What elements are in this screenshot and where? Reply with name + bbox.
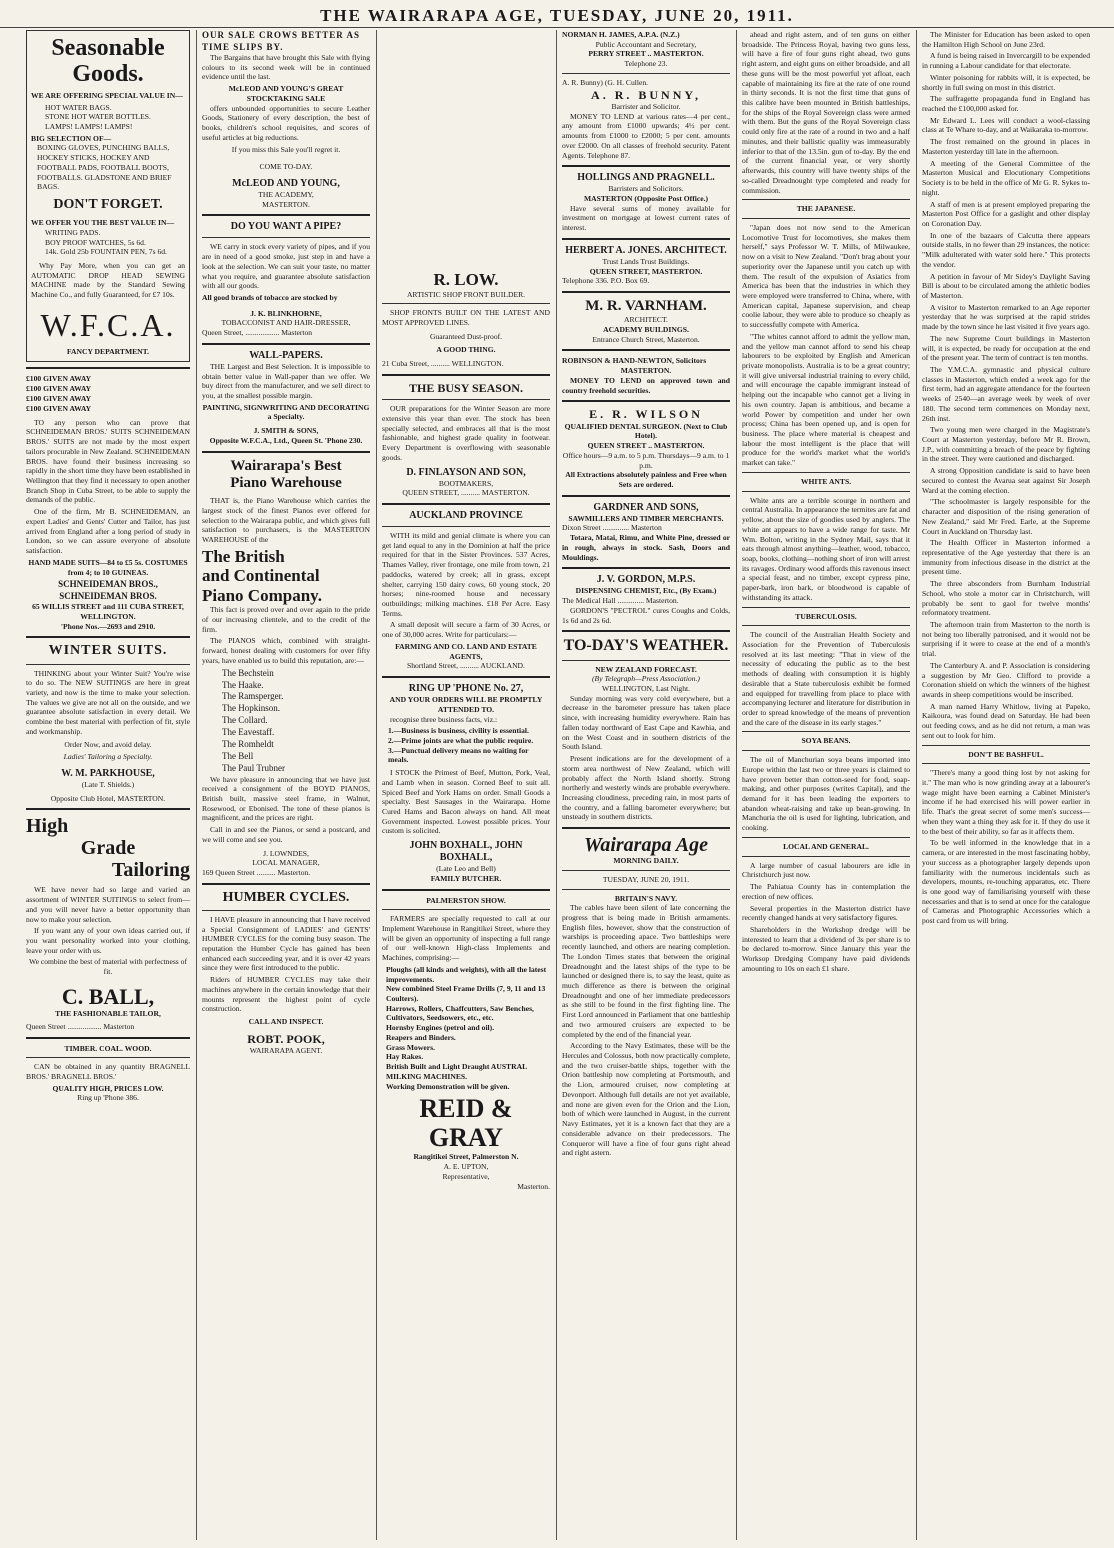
column-rule xyxy=(736,30,737,1540)
column-1: Seasonable Goods. WE ARE OFFERING SPECIAL VALUE IN— HOT WATER BAGS. STONE HOT WATER BOTTLES. LAMPS! LAMPS! LAMPS! BIG SELECTION OF— BOXING GLOVES, PUNCHING BALLS, HOCKEY STICKS, HOCKEY AND FOOTBALL PADS, FOOTBALL BOOTS, FOOTBALLS. GLADSTONE AND BRIEF BAGS. DON'T FORGET. WE OFFER YOU THE BEST VALUE IN— WRITING PADS. BOY PROOF WATCHES, 5s 6d. 14k. Gold 25b FOUNTAIN PEN, 7s 6d. Why Pay More, when you can get an AUTOMATIC DROP HEAD SEWING MACHINE made by the Standard Sewing Machine Co., and fully Guaranteed, for £7 10s. W.F.C.A. FANCY DEPARTMENT. £100 GIVEN AWAY £100 GIVEN AWAY £100 GIVEN AWAY £100 GIVEN AWAY TO any person who can prove that SCHNEIDEMAN BROS.' SUITS SCHNEIDEMAN BROS.' SUITS are not made by the most expert tailors procurable in New Zealand. SCHNEIDEMAN BROS. have found their business increasing so rapidly in the short time they have been established in Wellington that they find it necessary to open another Branch Shop in Cuba Street, to be able to supply the demands of the public. One of the firm, Mr B. SCHNEIDEMAN, an expert Ladies' and Gents' Cutter and Tailor, has just arrived from England after a long period of study in London, so we can assure everyone of absolute satisfaction. HAND MADE SUITS—84 to £5 5s. COSTUMES from 4; to 10 GUINEAS. SCHNEIDEMAN BROS., SCHNEIDEMAN BROS. 65 WILLIS STREET and 111 CUBA STREET, WELLINGTON. 'Phone Nos.—2693 and 2910. WINTER SUITS. THINKING about your Winter Suit? You're wise to do so. The NEW SUITINGS are here in great variety, and now is the time to make your selection. The values we give are not all on the outside, and we guarantee absolute satisfaction in every detail. We combine the best material with perfection of fit, style and workmanship. Order Now, and avoid delay. Ladies' Tailoring a Specialty. W. M. PARKHOUSE, (Late T. Shields.) Opposite Club Hotel, MASTERTON. High Grade Tailoring WE have never had so large and varied an assortment of WINTER SUITINGS to select from—and you will never have a better opportunity than now to make your selection. If you want any of your own ideas carried out, if you want personality worked into your clothing, leave your order with us. We combine the best of material with perfectness of fit. C. BALL, THE FASHIONABLE TAILOR, Queen Street .................. Masterton TIMBER. COAL. WOOD. CAN be obtained in any quantity BRAGNELL BROS.' BRAGNELL BROS.' QUALITY HIGH, PRICES LOW. Ring up 'Phone 386. xyxy=(22,30,194,1540)
column-6: The Minister for Education has been asked to open the Hamilton High School on June 23rd. A fund is being raised in Invercargill to be expended in running a Labour candidate for that electorate. Winter poisoning for rabbits will, it is expected, be shortly in full swing on most in this district. The suffragette propaganda fund in England has reached the £100,000 asked for. Mr Edward L. Lees will conduct a wool-classing class at Te Whare to-day, and at Waikaraka to-morrow. The frost remained on the ground in places in Masterton yesterday till late in the afternoon. A meeting of the General Committee of the Masterton Musical and Elocutionary Competitions Society is to be held in the office of Mr G. R. Sykes to-night. A staff of men is at present employed preparing the Masterton Post Office for a gaslight and other display on Coronation Day. In one of the bazaars of Calcutta there appears outside stalls, in no fewer than 29 instances, the notice: "Milk adulterated with water sold here." This protects the vendor. A petition in favour of Mr Sidey's Daylight Saving Bill is about to be circulated among the athletic bodies of Masterton. A visitor to Masterton remarked to an Age reporter yesterday that he was surprised at the rapid strides made by the town since he last visited it five years ago. The new Supreme Court buildings in Masterton will, it is expected, be ready for occupation at the end of the present year. The term of contract is ten months. The Y.M.C.A. gymnastic and physical culture classes in Masterton, which ended a week ago for the first term, had an aggregate attendance for the fourteen weeks of 2540—an average week by week of over 180. The second term commences on Monday next, 26th inst. Two young men were charged in the Magistrate's Court at Masterton yesterday, before Mr R. Brown, J.P., with committing a breach of the peace by fighting in the street. They were cautioned and discharged. A strong Opposition candidate is said to have been secured to contest the Avarua seat against Sir Joseph Ward at the coming election. "The schoolmaster is largely responsible for the character and disposition of the rising generation of New Zealand," said Mr Fred. Earle, at the Supreme Court in Auckland on Thursday last. The Health Officer in Masterton informed a representative of the Age yesterday that there is an immunity from infectious disease in the district at the present time. The three absconders from Burnham Industrial School, who stole a motor car in Christchurch, will probably be sent to gaol for twelve months' reformatory treatment. The afternoon train from Masterton to the north is not being too liberally patronised, and it would not be surprising if it were to cease at the end of a month's trial. The Canterbury A. and P. Association is considering a suggestion by Mr Geo. Clifford to provide a Coronation shield on which the winners of the highest awards in sheep competitions would be inscribed. A man named Harry Whitlow, living at Papeko, Kaikoura, was found dead on Saturday. He had been out feeding cows, and as he did not return, a man was sent out to look for him. DON'T BE BASHFUL. "There's many a good thing lost by not asking for it." The man who is now grinding away at a labourer's wage might have been earning a Cabinet Minister's income if he had exercised his will power earlier in life. That's the great secret of some men's success—when they want a thing they ask for it. If they do use it to the best of their ability, so far as it affects them. To be well informed in the knowledge that in a camera, or are interested in the most fascinating hobby, your success as a photographer largely depends upon familiarity with the numerous incidentals such as developers, mounts, re-touching apparatus, etc. There is one good way of familiarising yourself with these necessaries and that is to send at once for the catalogue of Cameras and Photographic Accessories which a post card from us will bring. xyxy=(922,30,1090,926)
column-rule xyxy=(376,30,377,1540)
winter-suits-heading: WINTER SUITS. xyxy=(48,643,168,659)
masthead: THE WAIRARAPA AGE, TUESDAY, JUNE 20, 1911. xyxy=(0,0,1114,28)
given-away: £100 GIVEN AWAY £100 GIVEN AWAY £100 GIVEN AWAY £100 GIVEN AWAY xyxy=(26,373,92,414)
column-rule xyxy=(916,30,917,1540)
weather-heading: TO-DAY'S WEATHER. xyxy=(563,637,729,655)
column-rule xyxy=(556,30,557,1540)
column-3: R. LOW. ARTISTIC SHOP FRONT BUILDER. SHOP FRONTS BUILT ON THE LATEST AND MOST APPROVED LINES. Guaranteed Dust-proof. A GOOD THING. 21 Cuba Street, .......... WELLINGTON. THE BUSY SEASON. OUR preparations for the Winter Season are more extensive this year than ever. The stock has been specially selected, and embraces all that is the most fashionable, and highest grade quality in footwear. Every Department is overflowing with seasonable goods. D. FINLAYSON AND SON, BOOTMAKERS, QUEEN STREET, .......... MASTERTON. AUCKLAND PROVINCE WITH its mild and genial climate is where you can get land equal to any in the Dominion at half the price required for that in the Sister Provinces. 537 Acres, Thames Valley, river frontage, one mile from town, 21 paddocks, watered by creek; all in grass, except shelter, carrying 150 dairy cows, 60 young stock, 20 horses; nine-roomed house and necessary outbuildings; milking machines. £18 Per Acre. Easy Terms. A small deposit will secure a farm of 30 Acres, or one of 30,000 acres. Write for particulars:— FARMING AND CO. LAND AND ESTATE AGENTS, Shortland Street, .......... AUCKLAND. RING UP 'PHONE No. 27, AND YOUR ORDERS WILL BE PROMPTLY ATTENDED TO. recognise three business facts, viz.: 1.—Business is business, civility is essential. 2.—Prime joints are what the public require. 3.—Punctual delivery means no waiting for meals. I STOCK the Primest of Beef, Mutton, Pork, Veal, and Lamb when in season. Corned Beef to suit all. Spiced Beef and York Hams on order. Small Goods a specialty. Best Sausages in the Wairarapa. Home Cured Hams and Bacon always on hand. All meat Government inspected. Lowest possible prices. Your custom is solicited. JOHN BOXHALL, JOHN BOXHALL, (Late Leo and Bell) FAMILY BUTCHER. PALMERSTON SHOW. FARMERS are specially requested to call at our Implement Warehouse in Rangitikei Street, where they will be given an opportunity of inspecting a full range of our well-known High-class Implements and Machines, comprising:— Ploughs (all kinds and weights), with all the latest improvements. New combined Steel Frame Drills (7, 9, 11 and 13 Coulters). Harrows, Rollers, Chaffcutters, Saw Benches, Cultivators, Seedsowers, etc., etc. Hornsby Engines (petrol and oil). Reapers and Binders. Grass Mowers. Hay Rakes. British Built and Light Draught AUSTRAL MILKING MACHINES. Working Demonstration will be given. REID & GRAY Rangitikei Street, Palmerston N. A. E. UPTON, Representative, Masterton. xyxy=(382,270,550,1191)
wairarapa-age-nameplate: Wairarapa Age xyxy=(584,834,708,857)
wfca-logo: W.F.C.A. xyxy=(40,306,176,343)
wfca-ad: Seasonable Goods. WE ARE OFFERING SPECIAL VALUE IN— HOT WATER BAGS. STONE HOT WATER BOTTLES. LAMPS! LAMPS! LAMPS! BIG SELECTION OF— BOXING GLOVES, PUNCHING BALLS, HOCKEY STICKS, HOCKEY AND FOOTBALL PADS, FOOTBALL BOOTS, FOOTBALLS. GLADSTONE AND BRIEF BAGS. DON'T FORGET. WE OFFER YOU THE BEST VALUE IN— WRITING PADS. BOY PROOF WATCHES, 5s 6d. 14k. Gold 25b FOUNTAIN PEN, 7s 6d. Why Pay More, when you can get an AUTOMATIC DROP HEAD SEWING MACHINE made by the Standard Sewing Machine Co., and fully Guaranteed, for £7 10s. W.F.C.A. FANCY DEPARTMENT. xyxy=(26,30,190,362)
column-5: ahead and right astern, and of ten guns on either broadside. The Princess Royal, having two guns less, will have a fire of four guns right ahead, two guns right astern, and eight guns on either broadside, and all these guns will be the most powerful yet afloat, each capable of maintaining its fire at the rate of one round in thirty seconds. It is not the first time that guns of this calibre have been mounted in British battleships, for the ships of the Royal Sovereign class were armed with them. But the guns of the Royal Sovereign class could only fire at the rate of a round in two and a half minutes, and their ballistic quality was immeasurably inferior to that of the 13.5in. gun of to-day. By the end of the current financial year, or very shortly afterwards, this country will have twenty ships of the so-called Dreadnought type completed and ready for commission. THE JAPANESE. "Japan does not now send to the American Locomotive Trust for locomotives, she makes them herself," says Professor W. T. Mills, of Milwaukee, now on a visit to New Zealand. "Don't brag about your superiority over the Japanese until you catch up with them. The result of the expulsion of Asiatics from America has been that the industries in which they were employed were transferred to China, where, with American capital, Japanese supervision, and cheap coolie labour, they were able to produce so cheaply as to successfully compete with America. "The whites cannot afford to admit the yellow man, and the yellow man cannot afford to send his cheap labourers to be exploited by English and American private monopolists. Australia is to be a great country; it will give universal industrial training to every child, and will encourage the capable immigrant instead of helping out the incapable who cannot get a living in his own country. Japan is ambitious, and became a world Power by competition and under her own process; China has been opened up, and is open for business. The place where material is cheapest and labour the most intelligent is the place that will produce for the world's market what the world's market can take." WHITE ANTS. White ants are a terrible scourge in northern and central Australia. In appearance the termites are fat and yellow, about the size of goodies used by anglers. The white ant appears to have a wide range for taste. Mr Wm. Bolton, writing in the Sydney Mail, says that it eats through almost anything—leather, wood, tobacco, soap, books, clothing—nothing short of iron will arrest its ravages. Ordinary wood affords this ravenous insect a special feast, and no timber, except cypress pine, paper-bark, iron bark, or bloodwood is capable of withstanding its attack. TUBERCULOSIS. The council of the Australian Health Society and Association for the Prevention of Tuberculosis resolved at its last meeting: "That in view of the necessity of educating the public as to the best methods of dealing with consumption it is highly desirable that a State tuberculosis exhibit be formed and equipped for travelling from place to place with accompanying lecturer and literature for distribution in order to spread knowledge of the means of prevention and the care of the disease in its early stages." SOYA BEANS. The oil of Manchurian soya beans imported into Europe within the last two or three years is claimed to have proven better than cotton-seed for food, soap-making, and other purposes (writes Capital), and the demand for it has been leading the exporters to abandon wheat-raising and take up bean-growing. In Manchuria the oil is used for lighting, lubrication, and cooking. LOCAL AND GENERAL. A large number of casual labourers are idle in Christchurch just now. The Pahiatua County has in contemplation the erection of new offices. Several properties in the Masterton district have recently changed hands at very satisfactory figures. Shareholders in the Workshop dredge will be interested to learn that a dividend of 3s per share is to be declared to-morrow. Since January this year the Worksop Dredging Company have paid dividends amounting to 10s on each £1 share. xyxy=(742,30,910,973)
seasonable-heading: Seasonable Goods. xyxy=(51,35,165,88)
column-rule xyxy=(196,30,197,1540)
column-2: OUR SALE CROWS BETTER AS TIME SLIPS BY. The Bargains that have brought this Sale with flying colours to its second week will be in continued evidence until the last. McLEOD AND YOUNG'S GREAT STOCKTAKING SALE offers unbounded opportunities to secure Leather Goods, Stationery of every description, the best of books, children's school requisites, and scores of useful articles at big reductions. If you miss this Sale you'll regret it. COME TO-DAY. McLEOD AND YOUNG, THE ACADEMY, MASTERTON. DO YOU WANT A PIPE? WE carry in stock every variety of pipes, and if you are in need of a good smoke, just step in and have a look at the selection. We can suit your taste, no matter what you require, and guarantee absolute satisfaction with all our goods. All good brands of tobacco are stocked by J. K. BLINKHORNE, TOBACCONIST AND HAIR-DRESSER, Queen Street, .................. Masterton WALL-PAPERS. THE Largest and Best Selection. It is impossible to obtain better value in Wall-paper than we offer. We buy direct from the manufacturer, and we sell direct to you, at the smallest possible margin. PAINTING, SIGNWRITING AND DECORATING a Specialty. J. SMITH & SONS, Opposite W.F.C.A., Ltd., Queen St. 'Phone 230. Wairarapa's Best Piano Warehouse THAT is, the Piano Warehouse which carries the largest stock of the finest Pianos ever offered for selection to the Wairarapa public, and which gives full satisfaction to purchasers, is the MASTERTON WAREHOUSE of the The British and Continental Piano Company. This fact is proved over and over again to the pride of our increasing clientele, and to the credit of the firm. The PIANOS which, combined with straight-forward, honest dealing with customers for over fifty years, have enabled us to build this reputation, are:— The Bechstein The Haake. The Ramsperger. The Hopkinson. The Collard. The Eavestaff. The Romheldt The Bell The Paul Trubner We have pleasure in announcing that we have just received a consignment of the BOYD PIANOS, British built, massive steel frame, in Walnut, Rosewood, or Ebonised. The tone of these pianos is magnificent, and the prices are right. Call in and see the Pianos, or send a postcard, and we will come and see you. J. LOWNDES, LOCAL MANAGER, 169 Queen Street .......... Masterton. HUMBER CYCLES. I HAVE pleasure in announcing that I have received a Special Consignment of LADIES' and GENTS' HUMBER CYCLES for the coming busy season. The reputation the Humber Cycle has gained has been enhanced each succeeding year, and it is over 42 years since they were first introduced to the public. Riders of HUMBER CYCLES may take their machines anywhere in the certain knowledge that their mounts represent the highest point of cycle construction. CALL AND INSPECT. ROBT. POOK, WAIRARAPA AGENT. xyxy=(202,30,370,1056)
piano-makers: The Bechstein The Haake. The Ramsperger. The Hopkinson. The Collard. The Eavestaff. The Romheldt The Bell The Paul Trubner xyxy=(222,667,285,773)
column-4: NORMAN H. JAMES, A.P.A. (N.Z.) Public Accountant and Secretary, PERRY STREET .. MASTERTON. Telephone 23. A. R. Bunny) (G. H. Cullen. A. R. BUNNY, Barrister and Solicitor. MONEY TO LEND at various rates—4 per cent., any amount from £1000 upwards; 4½ per cent. amounts from £1000 to £2000; 5 per cent. amounts over £2000. On all classes of freehold security. Patent Agents. Telephone 87. HOLLINGS AND PRAGNELL. Barristers and Solicitors. MASTERTON (Opposite Post Office.) Have several sums of money available for investment on mortgage at lowest current rates of interest. HERBERT A. JONES. ARCHITECT. Trust Lands Trust Buildings. QUEEN STREET, MASTERTON. Telephone 336. P.O. Box 69. M. R. VARNHAM. ARCHITECT. ACADEMY BUILDINGS. Entrance Church Street, Masterton. ROBINSON & HAND-NEWTON, Solicitors MASTERTON. MONEY TO LEND on approved town and country freehold securities. E. R. WILSON QUALIFIED DENTAL SURGEON. (Next to Club Hotel). QUEEN STREET .. MASTERTON. Office hours—9 a.m. to 5 p.m. Thursdays—9 a.m. to 1 p.m. All Extractions absolutely painless and Free when Sets are ordered. GARDNER AND SONS, SAWMILLERS AND TIMBER MERCHANTS. Dixon Street .............. Masterton Totara, Matai, Rimu, and White Pine, dressed or in rough, always in stock. Sash, Doors and Mouldings. J. V. GORDON, M.P.S. DISPENSING CHEMIST, Etc., (By Exam.) The Medical Hall .............. Masterton. GORDON'S "PECTROL" cures Coughs and Colds, 1s 6d and 2s 6d. TO-DAY'S WEATHER. NEW ZEALAND FORECAST. (By Telegraph—Press Association.) WELLINGTON, Last Night. Sunday morning was very cold everywhere, but a decrease in the barometer pressure has taken place since, with increasing humidity everywhere. Rain has fallen today northward of East Cape and Kawhia, and on the West Coast and in southern districts of the South Island. Present indications are for the development of a storm area northwest of New Zealand, which will probably affect the North Island shortly. Strong northerly and westerly winds are probable everywhere. Increasing cloudiness, preceding rain, in most parts of the country, and a falling barometer everywhere; but unsteady in southern districts. Wairarapa Age MORNING DAILY. TUESDAY, JUNE 20, 1911. BRITAIN'S NAVY. The cables have been silent of late concerning the progress that is being made in British armaments. English files, however, show that the construction of warships is proceeding apace. Two battleships were recently launched, and others are nearing completion. The London Times states that between the original Dreadnought and the latest ships of the type to be launched or designed there is, to say the least, quite as much difference as there is between the original Dreadnought and one of her immediate predecessors as she still to be found in the first fighting line. The First Lord announced in Parliament that one battleship and two armoured cruisers are expected to be completed by the end of the financial year. According to the Navy Estimates, these will be the Hercules and Colossus, both now practically complete, and the two cruiser-battle ships, together with the Orion battleship now completing at Portsmouth, and the Lion, armoured cruiser, now completing at Devonport. Although full details are not yet available, and none are given even for the Orion and the Lion, both of which were launched in August, in the current Navy Estimates, yet it is a known fact that they are a considerable advance on their predecessors. The Conqueror will have a fine of four guns right ahead and right astern. xyxy=(562,30,730,1158)
